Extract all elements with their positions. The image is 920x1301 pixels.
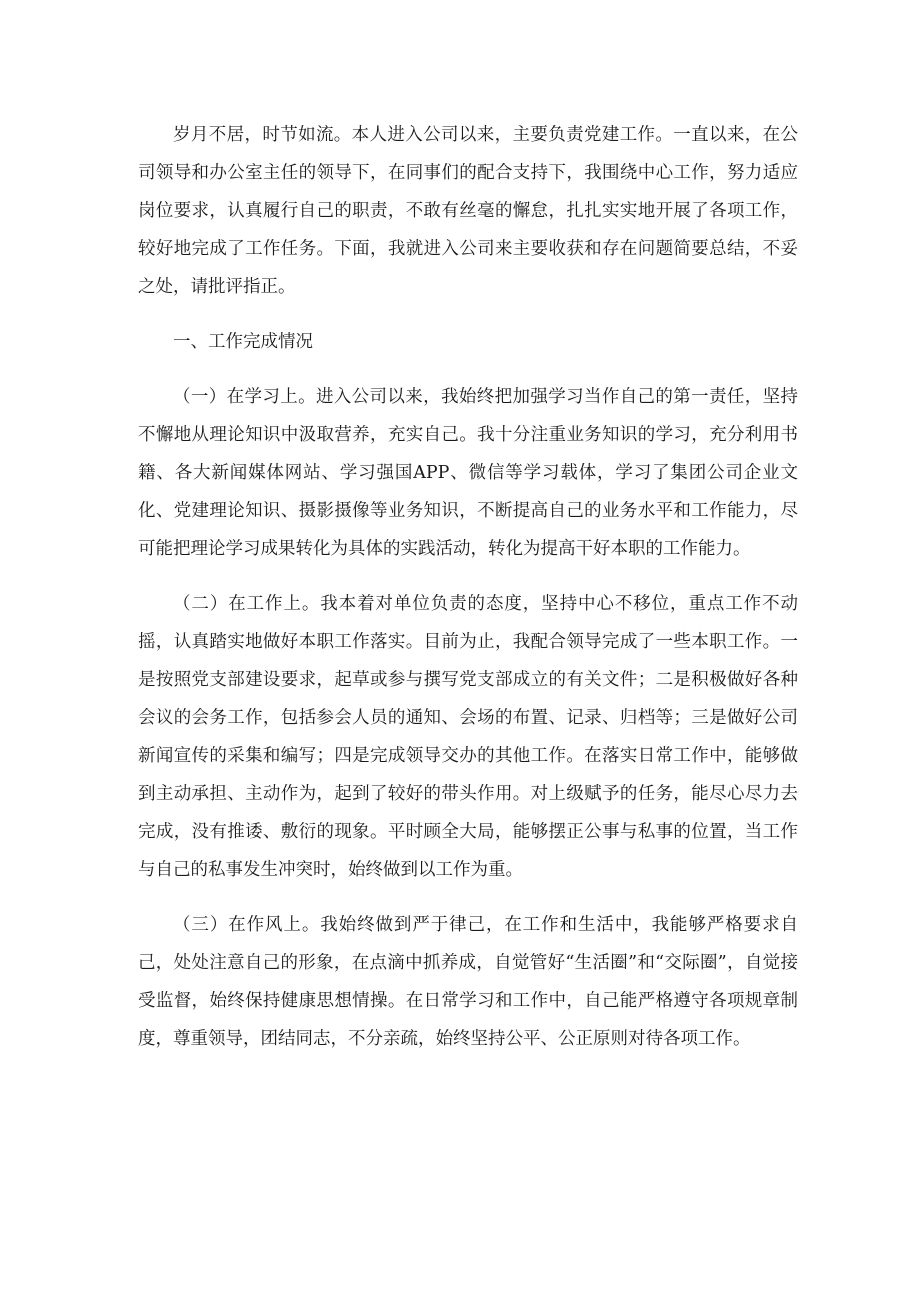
study-paragraph: （一）在学习上。进入公司以来，我始终把加强学习当作自己的第一责任，坚持不懈地从理论知识中汲取营养，充实自己。我十分注重业务知识的学习，充分利用书籍、各大新闻媒体网站、学习强国APP、微信等学习载体，学习了集团公司企业文化、党建理论知识、摄影摄像等业务知识，不断提高自己的业务水平和工作能力，尽可能把理论学习成果转化为具体的实践活动，转化为提高干好本职的工作能力。 — [138, 387, 798, 559]
intro-paragraph: 岁月不居，时节如流。本人进入公司以来，主要负责党建工作。一直以来，在公司领导和办公室主任的领导下，在同事们的配合支持下，我围绕中心工作，努力适应岗位要求，认真履行自己的职责，不敢有丝毫的懈怠，扎扎实实地开展了各项工作，较好地完成了工作任务。下面，我就进入公司来主要收获和存在问题简要总结，不妥之处，请批评指正。 — [138, 125, 798, 297]
conduct-paragraph: （三）在作风上。我始终做到严于律己，在工作和生活中，我能够严格要求自己，处处注意自己的形象，在点滴中抓养成，自觉管好“生活圈”和“交际圈”，自觉接受监督，始终保持健康思想情操。在日常学习和工作中，自己能严格遵守各项规章制度，尊重领导，团结同志，不分亲疏，始终坚持公平、公正原则对待各项工作。 — [138, 915, 798, 1049]
work-paragraph: （二）在工作上。我本着对单位负责的态度，坚持中心不移位，重点工作不动摇，认真踏实地做好本职工作落实。目前为止，我配合领导完成了一些本职工作。一是按照党支部建设要求，起草或参与撰写党支部成立的有关文件；二是积极做好各种会议的会务工作，包括参会人员的通知、会场的布置、记录、归档等；三是做好公司新闻宣传的采集和编写；四是完成领导交办的其他工作。在落实日常工作中，能够做到主动承担、主动作为，起到了较好的带头作用。对上级赋予的任务，能尽心尽力去完成，没有推诿、敷衍的现象。平时顾全大局，能够摆正公事与私事的位置，当工作与自己的私事发生冲突时，始终做到以工作为重。 — [138, 594, 798, 880]
document-body — [138, 116, 798, 1075]
section-heading: 一、工作完成情况 — [173, 332, 313, 352]
